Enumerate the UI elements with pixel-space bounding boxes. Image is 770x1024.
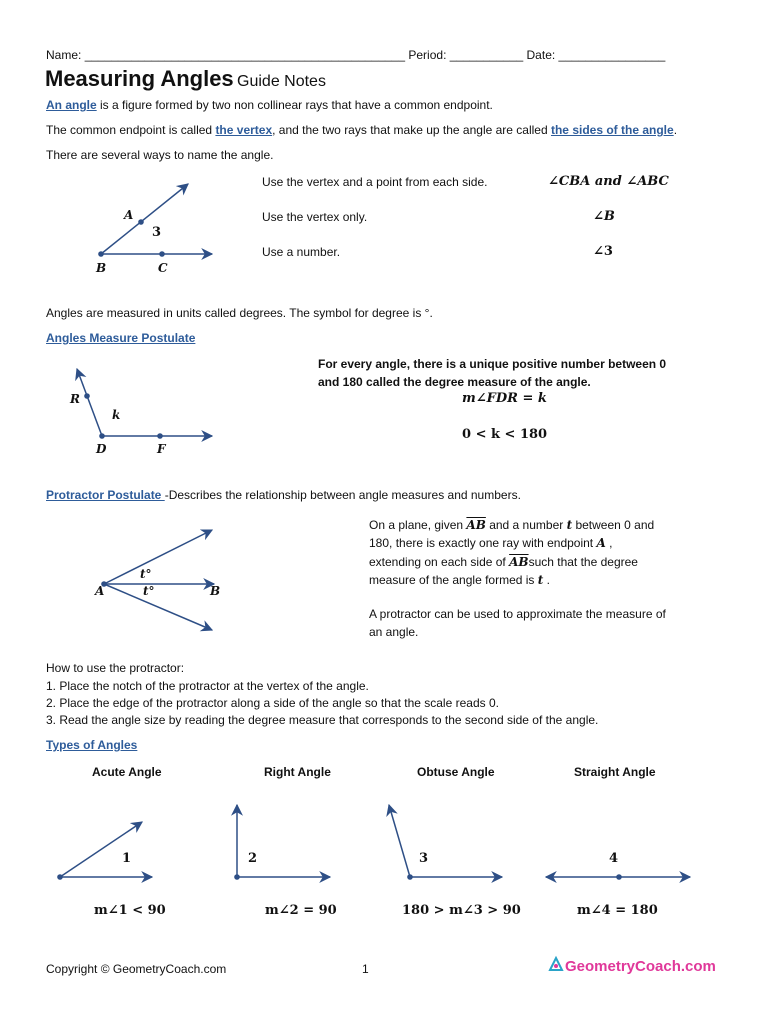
acute-ray-1 bbox=[60, 822, 142, 877]
protractor-text-2: 180, there is exactly one ray with endpoint A , bbox=[369, 536, 613, 550]
postulate-heading: Angles Measure Postulate bbox=[46, 331, 196, 345]
acute-label: 1 bbox=[122, 851, 132, 866]
label-b: B bbox=[96, 261, 107, 275]
point-c bbox=[159, 251, 165, 257]
angle-definition: An angle is a figure formed by two non collinear rays that have a common endpoint. bbox=[46, 98, 493, 112]
ray-dr bbox=[77, 369, 102, 436]
label-a: A bbox=[124, 208, 134, 222]
label-angle-3: 3 bbox=[152, 225, 162, 240]
obtuse-label: 3 bbox=[419, 851, 429, 866]
postulate-formula-2: 0 < k < 180 bbox=[462, 427, 548, 442]
protractor-text-4: measure of the angle formed is t . bbox=[369, 573, 550, 587]
protractor-text-6: an angle. bbox=[369, 625, 419, 639]
obtuse-formula: 180 > m∠3 > 90 bbox=[402, 903, 521, 918]
howto-step-2: 2. Place the edge of the protractor along a side of the angle so that the scale reads 0. bbox=[46, 696, 499, 710]
howto-step-1: 1. Place the notch of the protractor at the vertex of the angle. bbox=[46, 679, 369, 693]
howto-title: How to use the protractor: bbox=[46, 661, 185, 675]
right-formula: m∠2 = 90 bbox=[265, 903, 337, 918]
page-number: 1 bbox=[362, 962, 369, 976]
protractor-text-5: A protractor can be used to approximate the measure of bbox=[369, 607, 666, 621]
period-blank[interactable]: ___________ bbox=[449, 48, 524, 62]
label-t-upper: t° bbox=[140, 567, 152, 581]
straight-title: Straight Angle bbox=[574, 765, 656, 779]
straight-formula: m∠4 = 180 bbox=[577, 903, 658, 918]
point-r bbox=[84, 393, 90, 399]
naming-method-2: Use the vertex only. bbox=[262, 210, 368, 224]
protractor-text-3: extending on each side of $\overline{AB}such$ that the degree bbox=[369, 555, 638, 569]
label-c: C bbox=[158, 261, 168, 275]
postulate-formula-1: m∠FDR = k bbox=[462, 391, 547, 406]
naming-example-1: ∠CBA and ∠ABC bbox=[548, 174, 669, 189]
protractor-heading-line: Protractor Postulate -Describes the relationship between angle measures and numbers. bbox=[46, 488, 521, 502]
date-blank[interactable]: ________________ bbox=[558, 48, 666, 62]
brand-logo-icon bbox=[550, 958, 562, 970]
point-d bbox=[99, 433, 105, 439]
label-f: F bbox=[157, 442, 166, 456]
acute-formula: m∠1 < 90 bbox=[94, 903, 166, 918]
label-d: D bbox=[96, 442, 107, 456]
ray-lower bbox=[104, 584, 212, 630]
label-k: k bbox=[112, 408, 121, 422]
copyright: Copyright © GeometryCoach.com bbox=[46, 962, 227, 976]
howto-step-3: 3. Read the angle size by reading the degree measure that corresponds to the second side of the angle. bbox=[46, 713, 599, 727]
naming-method-3: Use a number. bbox=[262, 245, 341, 259]
label-t-lower: t° bbox=[143, 584, 155, 598]
right-title: Right Angle bbox=[264, 765, 331, 779]
label-r: R bbox=[70, 392, 80, 406]
label-b2: B bbox=[210, 584, 221, 598]
point-a bbox=[138, 219, 144, 225]
obtuse-ray-1 bbox=[389, 805, 410, 877]
degrees-text: Angles are measured in units called degrees. The symbol for degree is °. bbox=[46, 306, 433, 320]
point-f bbox=[157, 433, 163, 439]
name-line: Name: ________________________________________________ Period: ___________ Date: ________________ bbox=[46, 48, 666, 62]
name-blank[interactable]: ________________________________________________ bbox=[84, 48, 406, 62]
types-heading: Types of Angles bbox=[46, 738, 138, 752]
ray-upper bbox=[104, 530, 212, 584]
obtuse-title: Obtuse Angle bbox=[417, 765, 495, 779]
acute-title: Acute Angle bbox=[92, 765, 162, 779]
page-title: Measuring Angles Guide Notes bbox=[45, 66, 326, 91]
protractor-heading: Protractor Postulate bbox=[46, 488, 165, 502]
brand-name[interactable]: GeometryCoach.com bbox=[565, 958, 716, 975]
ray-ba bbox=[101, 184, 188, 254]
label-a2: A bbox=[95, 584, 105, 598]
point-b bbox=[98, 251, 104, 257]
naming-example-2: ∠B bbox=[593, 209, 615, 224]
protractor-text-1: On a plane, given $\overline{AB}$ and a number t between 0 and bbox=[369, 518, 655, 532]
naming-method-1: Use the vertex and a point from each side. bbox=[262, 175, 488, 189]
right-label: 2 bbox=[248, 851, 258, 866]
naming-intro: There are several ways to name the angle. bbox=[46, 148, 274, 162]
postulate-text-1: For every angle, there is a unique positive number between 0 bbox=[318, 357, 667, 371]
straight-label: 4 bbox=[609, 851, 619, 866]
naming-example-3: ∠3 bbox=[593, 244, 613, 259]
postulate-text-2: and 180 called the degree measure of the angle. bbox=[318, 375, 591, 389]
vertex-definition: The common endpoint is called the vertex, and the two rays that make up the angle are called the sides of the angle. bbox=[46, 123, 678, 137]
